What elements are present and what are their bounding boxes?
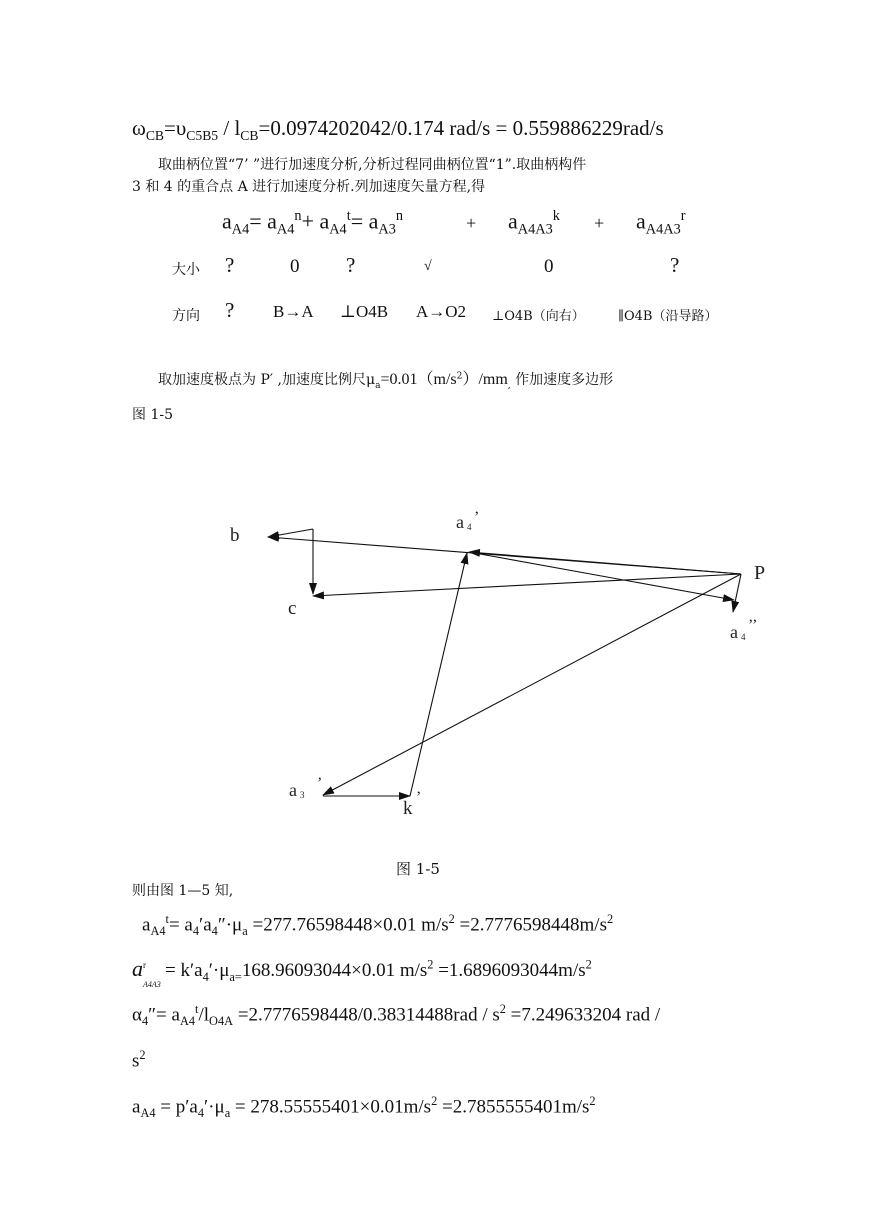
result-a-a4: $a_{A4} = p'a_4'\cdot\mu_a = 278.55555401\times 0.01m/s^2 =2.7855555401m/s^2$ [132, 1094, 596, 1121]
vector-p-c [313, 574, 741, 596]
svg-text:a: a [730, 622, 738, 642]
size-cell-1: ? [225, 253, 235, 277]
figure-reference: 图 1-5 [132, 407, 173, 423]
svg-text:3: 3 [300, 790, 305, 800]
vector-p-a4 [469, 552, 741, 574]
figure-caption: 图 1-5 [396, 860, 440, 878]
vector-eq-plus-2: + [594, 213, 605, 233]
size-cell-5: 0 [544, 256, 554, 277]
svg-text:’: ’ [416, 789, 422, 806]
svg-text:4: 4 [467, 522, 472, 532]
direction-cell-5: ⊥O4B（向右） [492, 309, 585, 324]
paragraph-conclusion: 则由图 1—5 知, [132, 883, 234, 899]
label-c: c [288, 598, 297, 619]
label-a3-prime [289, 775, 322, 800]
svg-text:a: a [289, 780, 297, 800]
vector-equation: $a_{A4}= a_{A4}^n+ a_{A4}^t= a_{A3}^n$ [222, 208, 404, 238]
size-cell-2: 0 [290, 256, 300, 277]
direction-cell-6: ∥O4B（沿导路） [618, 309, 718, 324]
result-alpha-4-unit: $s^2$ [132, 1048, 146, 1072]
label-k-prime [403, 789, 421, 819]
paragraph-line-2: 3 和 4 的重合点 A 进行加速度分析.列加速度矢量方程,得 [132, 179, 486, 195]
vector-b-head [268, 529, 313, 537]
direction-cell-2: B→A [273, 302, 314, 321]
label-a4-double-prime [730, 617, 757, 642]
size-cell-6: ? [670, 253, 680, 277]
result-alpha-4: $\alpha_4''= a_{A4}^t/l_{O4A} =2.7776598448/0.38314488rad / s^2 =7.249633204$ rad / [132, 1002, 661, 1029]
svg-text:a: a [456, 512, 464, 532]
vector-eq-plus-1: + [466, 213, 477, 233]
paragraph-scale: 取加速度极点为 P′ ,加速度比例尺$\mu_a=0.01(m/s^2)/mm_,$ 作加速度多边形 [158, 371, 614, 391]
direction-cell-4: A→O2 [416, 302, 467, 321]
label-p: P [754, 562, 766, 584]
svg-text:’: ’ [474, 509, 480, 526]
svg-text:4: 4 [741, 632, 746, 642]
label-a4-prime [456, 509, 479, 532]
direction-label: 方向 [172, 308, 200, 324]
svg-text:’’: ’’ [748, 617, 758, 634]
result-a-a4a3-relative: a r A4A3 = $k'a_4'\cdot\mu_{a=}168.96093044\times 0.01$ $m/s^2 =1.6896093044m/s^2$ [132, 956, 592, 989]
size-label: 大小 [172, 262, 200, 278]
vector-p-a3 [323, 574, 741, 795]
size-cell-4: √ [424, 259, 432, 274]
size-cell-3: ? [346, 253, 356, 277]
label-b: b [230, 525, 240, 546]
svg-text:’: ’ [317, 775, 323, 792]
vector-eq-term-k: $a_{A4A3}^k$ [508, 208, 560, 238]
result-a-a4-tangential: $a_{A4}^t= a_4'a_4''\cdot\mu_a =277.76598448\times 0.01$ $m/s^2 =2.7776598448m/s^2$ [142, 912, 614, 939]
paragraph-line-1: 取曲柄位置“7’ ”进行加速度分析,分析过程同曲柄位置“1”.取曲柄构件 [158, 157, 587, 173]
svg-text:k: k [403, 798, 413, 819]
equation-omega-cb: $\omega_{CB}=\upsilon_{C5B5} / l_{CB}=0.0974202042/0.174$ rad/s = 0.559886229rad/s [132, 116, 664, 144]
direction-cell-1: ? [225, 298, 235, 322]
vector-p-a4pp [733, 574, 741, 612]
vector-eq-term-r: $a_{A4A3}^r$ [636, 208, 686, 238]
direction-cell-3: ⊥O4B [340, 302, 389, 321]
